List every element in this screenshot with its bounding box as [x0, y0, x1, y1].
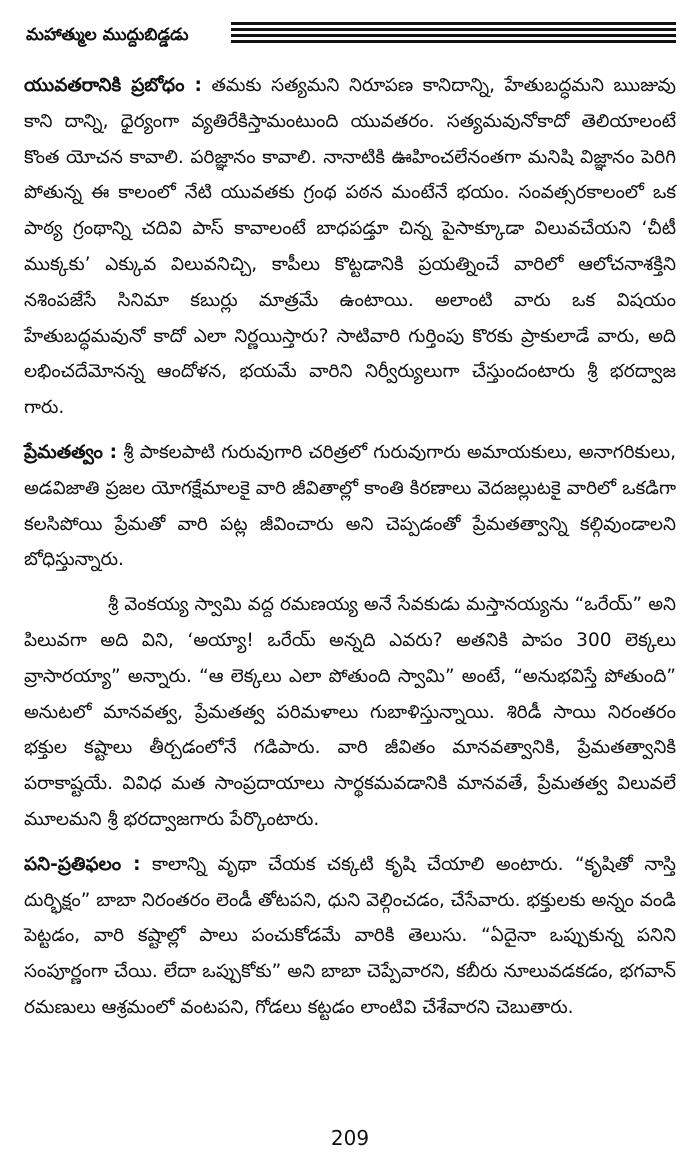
section-heading: యువతరానికి ప్రబోధం :: [24, 75, 202, 96]
header-rule-lines: [231, 22, 676, 48]
running-header-title: మహాత్ముల ముద్దుబిడ్డడు: [26, 25, 189, 45]
section-heading: పని-ప్రతిఫలం :: [24, 853, 141, 875]
paragraph-text: తమకు సత్యమని నిరూపణ కానిదాన్ని, హేతుబద్ధమని ఋజువు కాని దాన్ని, ధైర్యంగా వ్యతిరేకిస్తామంటుంది యువతరం. సత్యమవునోకాదో తెలియాలంటే కొంత యోచన కావాలి. పరిజ్ఞానం కావాలి. నానాటికి ఊహించలేనంతగా మనిషి విజ్ఞానం పెరిగి పోతున్న ఈ కాలంలో నేటి యువతకు గ్రంథ పఠన మంటేనే భయం. సంవత్సరకాలంలో ఒక పాఠ్య గ్రంథాన్ని చదివి పాస్ కావాలంటే బాధపడ్తూ చిన్న పైసాక్కూడా విలువచేయని ‘చీటీ ముక్కకు’ ఎక్కువ విలువనిచ్చి, కాపీలు కొట్టడానికి ప్రయత్నించే వారిలో ఆలోచనాశక్తిని నశింపజేసే సినిమా కబుర్లు మాత్రమే ఉంటాయి. అలాంటి వారు ఒక విషయం హేతుబద్ధమవునో కాదో ఎలా నిర్ణయిస్తారు? సాటివారి గుర్తింపు కొరకు ప్రాకులాడే వారు, అది లభించదేమోనన్న ఆందోళన, భయమే వారిని నిర్వీర్యులుగా చేస్తుందంటారు శ్రీ భరద్వాజ గారు.: [24, 75, 676, 419]
page-number: 209: [330, 1126, 370, 1150]
section-heading: ప్రేమతత్వం :: [24, 441, 118, 463]
paragraph-text: కాలాన్ని వృథా చేయక చక్కటి కృషి చేయాలి అంటారు. “కృషితో నాస్తి దుర్భిక్షం” బాబా నిరంతరం లెండీ తోటపని, ధుని వెల్గించడం, చేసేవారు. భక్తులకు అన్నం వండి పెట్టడం, వారి కష్టాల్లో పాలు పంచుకోడమే వారికి తెలుసు. “ఏదైనా ఒప్పుకున్న పనిని సంపూర్ణంగా చేయి. లేదా ఒప్పుకోకు” అని బాబా చెప్పేవారని, కబీరు నూలువడకడం, భగవాన్ రమణులు ఆశ్రమంలో వంటపని, గోడలు కట్టడం లాంటివి చేశేవారని చెబుతారు.: [24, 853, 676, 1018]
page-body: [24, 68, 676, 1035]
paragraph-text: శ్రీ పాకలపాటి గురువుగారి చరిత్రలో గురువుగారు అమాయకులు, అనాగరికులు, అడవిజాతి ప్రజల యోగక్షేమాలకై వారి జీవితాల్లో కాంతి కిరణాలు వెదజల్లుటకై వారిలో ఒకడిగా కలసిపోయి ప్రేమతో వారి పట్ల జీవించారు అని చెప్పడంతో ప్రేమతత్వాన్ని కల్గివుండాలని బోధిస్తున్నారు.: [24, 441, 676, 571]
running-header: [26, 18, 676, 52]
paragraph-work-reward: [24, 847, 676, 1026]
paragraph-text: శ్రీ వెంకయ్య స్వామి వద్ద రమణయ్య అనే సేవకుడు మస్తానయ్యను “ఒరేయ్” అని పిలువగా అది విని, ‘అయ్యా! ఒరేయ్ అన్నది ఎవరు? అతనికి పాపం 300 లెక్కలు వ్రాసారయ్యా” అన్నారు. “ఆ లెక్కలు ఎలా పోతుంది స్వామి” అంటే, “అనుభవిస్తే పోతుంది” అనుటలో మానవత్వ, ప్రేమతత్వ పరిమళాలు గుబాళిస్తున్నాయి. శిరిడీ సాయి నిరంతరం భక్తుల కష్టాలు తీర్చడంలోనే గడిపారు. వారి జీవితం మానవత్వానికి, ప్రేమతత్వానికి పరాకాష్టయే. వివిధ మత సాంప్రదాయాలు సార్థకమవడానికి మానవతే, ప్రేమతత్వ విలువలే మూలమని శ్రీ భరద్వాజగారు పేర్కొంటారు.: [24, 594, 676, 830]
paragraph-venkayya-swami: [24, 587, 676, 838]
paragraph-love-principle: [24, 435, 676, 578]
paragraph-youth-guidance: [24, 68, 676, 426]
